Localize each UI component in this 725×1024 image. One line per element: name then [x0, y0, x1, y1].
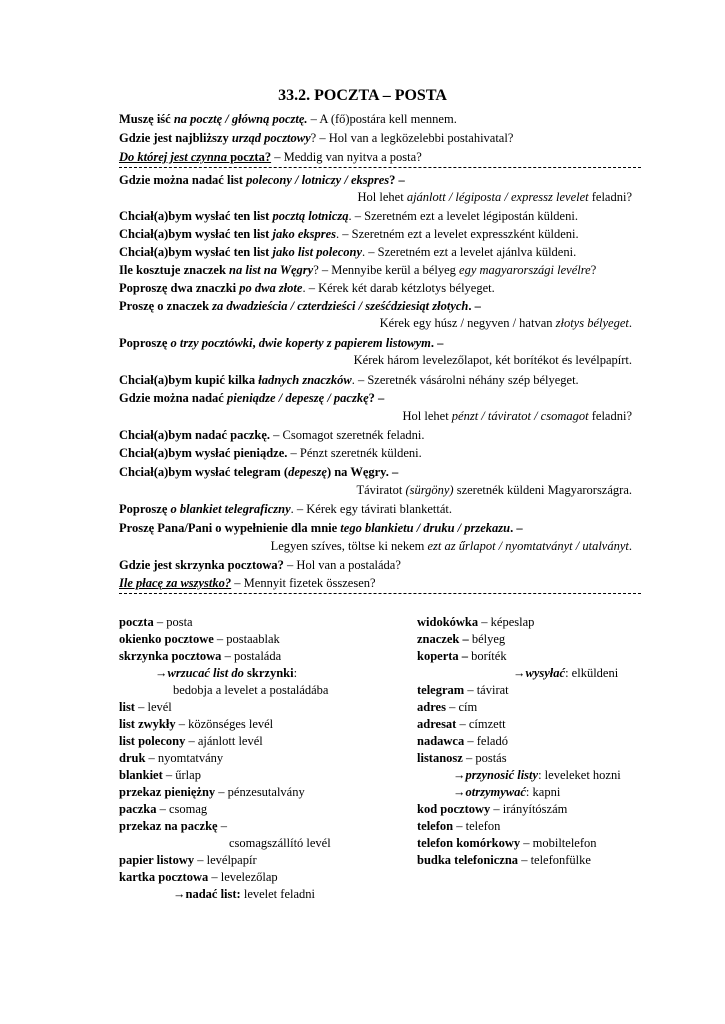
vocab-item: okienko pocztowe – postaablak — [119, 632, 280, 646]
phrase-line-translation: Hol lehet pénzt / táviratot / csomagot feladni? — [402, 409, 632, 423]
vocab-item: csomagszállító levél — [229, 836, 331, 850]
vocab-item: widokówka – képeslap — [417, 615, 535, 629]
phrase-line: Gdzie można nadać list polecony / lotniczy / ekspres? – — [119, 173, 405, 187]
vocab-item: list polecony – ajánlott levél — [119, 734, 263, 748]
vocab-right-column — [417, 614, 621, 869]
vocab-item: koperta – boríték — [417, 649, 507, 663]
vocab-item: adresat – címzett — [417, 717, 506, 731]
vocab-item: przekaz na paczkę – — [119, 819, 227, 833]
phrase-line: Chciał(a)bym wysłać ten list jako ekspres. – Szeretném ezt a levelet expresszként küldeni. — [119, 227, 579, 241]
phrase-line: Poproszę o trzy pocztówki, dwie koperty z papierem listowym. – — [119, 336, 444, 350]
vocab-item: adres – cím — [417, 700, 478, 714]
vocab-item: druk – nyomtatvány — [119, 751, 224, 765]
phrase-line: Ile płacę za wszystko? – Mennyit fizetek összesen? — [119, 576, 376, 590]
vocab-item: list zwykły – közönséges levél — [119, 717, 274, 731]
phrase-line: Gdzie jest skrzynka pocztowa? – Hol van a postaláda? — [119, 558, 401, 572]
phrase-line: Gdzie można nadać pieniądze / depeszę / paczkę? – — [119, 391, 385, 405]
vocab-item: papier listowy – levélpapír — [119, 853, 257, 867]
vocab-item: →przynosić listy: leveleket hozni — [453, 768, 621, 782]
dashed-separator — [119, 593, 641, 594]
phrase-line: Chciał(a)bym kupić kilka ładnych znaczków. – Szeretnék vásárolni néhány szép bélyeget. — [119, 373, 579, 387]
phrase-line-translation: Kérek egy húsz / negyven / hatvan złotys bélyeget. — [379, 316, 632, 330]
vocab-item: paczka – csomag — [119, 802, 208, 816]
vocab-item: telefon komórkowy – mobiltelefon — [417, 836, 597, 850]
vocab-item: kod pocztowy – irányítószám — [417, 802, 568, 816]
vocab-item: poczta – posta — [119, 615, 193, 629]
phrase-line-translation: Kérek három levelezőlapot, két borítékot és levélpapírt. — [353, 353, 632, 367]
phrase-line-translation: Táviratot (sürgöny) szeretnék küldeni Magyarországra. — [356, 483, 632, 497]
vocab-item: skrzynka pocztowa – postaláda — [119, 649, 282, 663]
vocab-item: nadawca – feladó — [417, 734, 508, 748]
phrase-line: Ile kosztuje znaczek na list na Węgry? – Mennyibe kerül a bélyeg egy magyarországi levélre? — [119, 263, 597, 277]
vocab-left-column — [119, 614, 331, 903]
vocab-item: telegram – távirat — [417, 683, 509, 697]
vocab-item: →otrzymywać: kapni — [453, 785, 561, 799]
vocab-item: kartka pocztowa – levelezőlap — [119, 870, 278, 884]
phrase-line-translation: Hol lehet ajánlott / légiposta / expressz levelet feladni? — [357, 190, 632, 204]
vocab-item: →wrzucać list do skrzynki: — [155, 666, 298, 680]
vocab-item: blankiet – űrlap — [119, 768, 201, 782]
phrase-line: Chciał(a)bym wysłać pieniądze. – Pénzt szeretnék küldeni. — [119, 446, 422, 460]
vocab-item: bedobja a levelet a postaládába — [173, 683, 329, 697]
phrase-line: Muszę iść na pocztę / główną pocztę. – A (fő)postára kell mennem. — [119, 112, 457, 126]
vocab-item: znaczek – bélyeg — [417, 632, 506, 646]
phrase-line: Chciał(a)bym wysłać ten list pocztą lotniczą. – Szeretném ezt a levelet légipostán küldeni. — [119, 209, 578, 223]
phrase-line: Chciał(a)bym wysłać ten list jako list polecony. – Szeretném ezt a levelet ajánlva küldeni. — [119, 245, 577, 259]
phrase-line: Chciał(a)bym wysłać telegram (depeszę) na Węgry. – — [119, 465, 399, 479]
vocab-item: →wysyłać: elküldeni — [513, 666, 619, 680]
phrase-line: Chciał(a)bym nadać paczkę. – Csomagot szeretnék feladni. — [119, 428, 425, 442]
page-title: 33.2. POCZTA – POSTA — [278, 87, 447, 104]
phrase-line: Poproszę dwa znaczki po dwa złote. – Kérek két darab kétzlotys bélyeget. — [119, 281, 495, 295]
vocab-item: przekaz pieniężny – pénzesutalvány — [119, 785, 305, 799]
vocab-item: telefon – telefon — [417, 819, 501, 833]
dashed-separator — [119, 167, 641, 168]
phrase-line: Proszę Pana/Pani o wypełnienie dla mnie tego blankietu / druku / przekazu. – — [119, 521, 523, 535]
vocab-item: →nadać list: levelet feladni — [173, 887, 315, 901]
vocab-item: list – levél — [119, 700, 172, 714]
vocab-item: budka telefoniczna – telefonfülke — [417, 853, 591, 867]
phrase-line-translation: Legyen szíves, töltse ki nekem ezt az űrlapot / nyomtatványt / utalványt. — [270, 539, 632, 553]
phrase-line: Gdzie jest najbliższy urząd pocztowy? – Hol van a legközelebbi postahivatal? — [119, 131, 514, 145]
phrase-line: Proszę o znaczek za dwadzieścia / czterdzieści / sześćdziesiąt złotych. – — [119, 299, 481, 313]
phrase-line: Poproszę o blankiet telegraficzny. – Kérek egy távirati blankettát. — [119, 502, 453, 516]
phrase-line: Do której jest czynna poczta? – Meddig van nyitva a posta? — [119, 150, 422, 164]
vocab-item: listanosz – postás — [417, 751, 507, 765]
